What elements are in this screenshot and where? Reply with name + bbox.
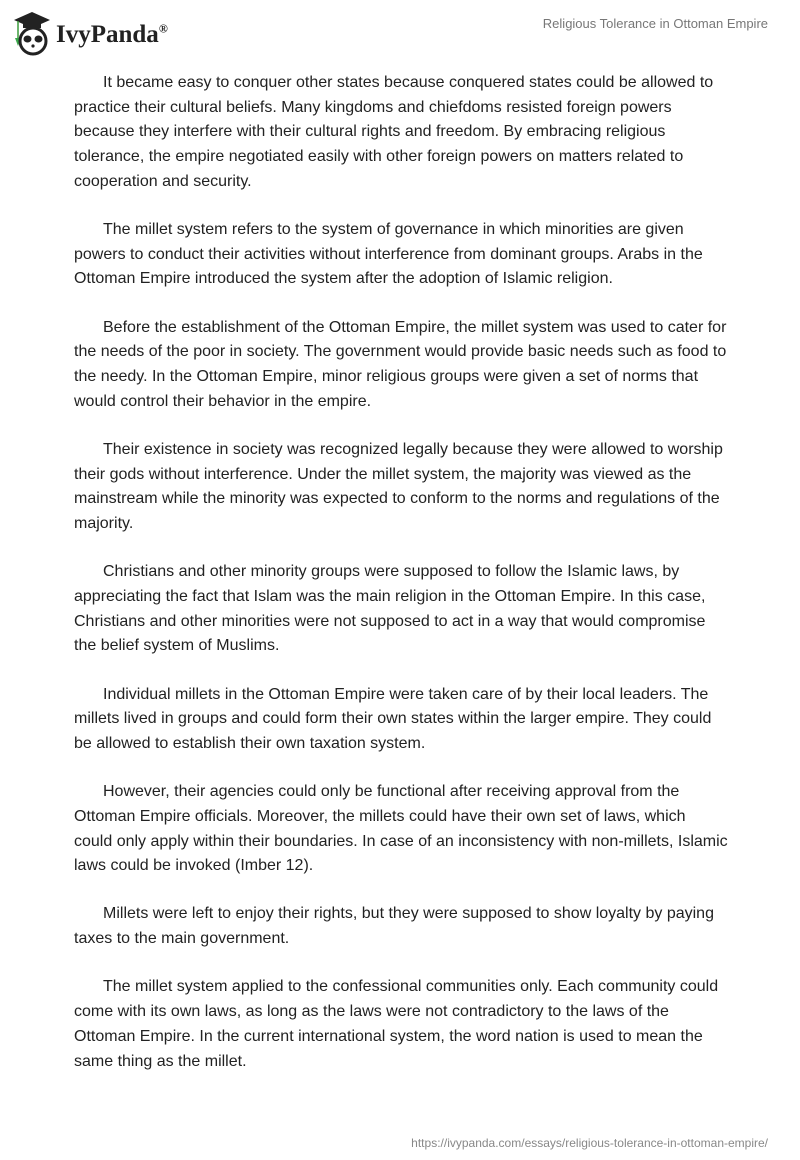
- paragraph: Millets were left to enjoy their rights, but they were supposed to show loyalty by paying taxes to the main government.: [74, 905, 714, 948]
- paragraph: The millet system refers to the system of governance in which minorities are given powers to conduct their activities without interference from dominant groups. Arabs in the Ottoman Empire introduced the system after the adoption of Islamic religion.: [74, 221, 703, 288]
- paragraph: Individual millets in the Ottoman Empire were taken care of by their local leaders. The millets lived in groups and could form their own states within the larger empire. They could be allowed to establish their own taxation system.: [74, 685, 712, 752]
- panda-graduate-icon: [12, 8, 52, 56]
- logo-text: IvyPanda®: [56, 21, 168, 48]
- ivypanda-logo[interactable]: [12, 8, 168, 56]
- paragraph: It became easy to conquer other states because conquered states could be allowed to practice their cultural beliefs. Many kingdoms and chiefdoms resisted foreign powers because they interfere with their cultural rights and freedom. By embracing religious tolerance, the empire negotiated easily with other foreign powers on matters related to cooperation and security.: [74, 74, 714, 190]
- document-title: Religious Tolerance in Ottoman Empire: [542, 16, 768, 31]
- paragraph: The millet system applied to the confessional communities only. Each community could come with its own laws, as long as the laws were not contradictory to the laws of the Ottoman Empire. In the current international system, the word nation is used to mean the same thing as the millet.: [74, 978, 719, 1070]
- paragraph: Their existence in society was recognized legally because they were allowed to worship their gods without interference. Under the millet system, the majority was viewed as the mainstream while the minority was expected to conform to the norms and regulations of the majority.: [74, 440, 723, 533]
- paragraph: Christians and other minority groups were supposed to follow the Islamic laws, by appreciating the fact that Islam was the main religion in the Ottoman Empire. In this case, Christians and other minorities were not supposed to act in a way that would compromise the belief system of Muslims.: [74, 563, 706, 655]
- paragraph: Before the establishment of the Ottoman Empire, the millet system was used to cater for the needs of the poor in society. The government would provide basic needs such as food to the needy. In the Ottoman Empire, minor religious groups were given a set of norms that would control their behavior in the empire.: [74, 318, 727, 410]
- essay-body: [74, 71, 728, 1098]
- paragraph: However, their agencies could only be functional after receiving approval from the Ottoman Empire officials. Moreover, the millets could have their own set of laws, which could only apply within their boundaries. In case of an inconsistency with non-millets, Islamic laws could be invoked (Imber 12).: [74, 783, 728, 875]
- source-url[interactable]: https://ivypanda.com/essays/religious-tolerance-in-ottoman-empire/: [411, 1136, 768, 1150]
